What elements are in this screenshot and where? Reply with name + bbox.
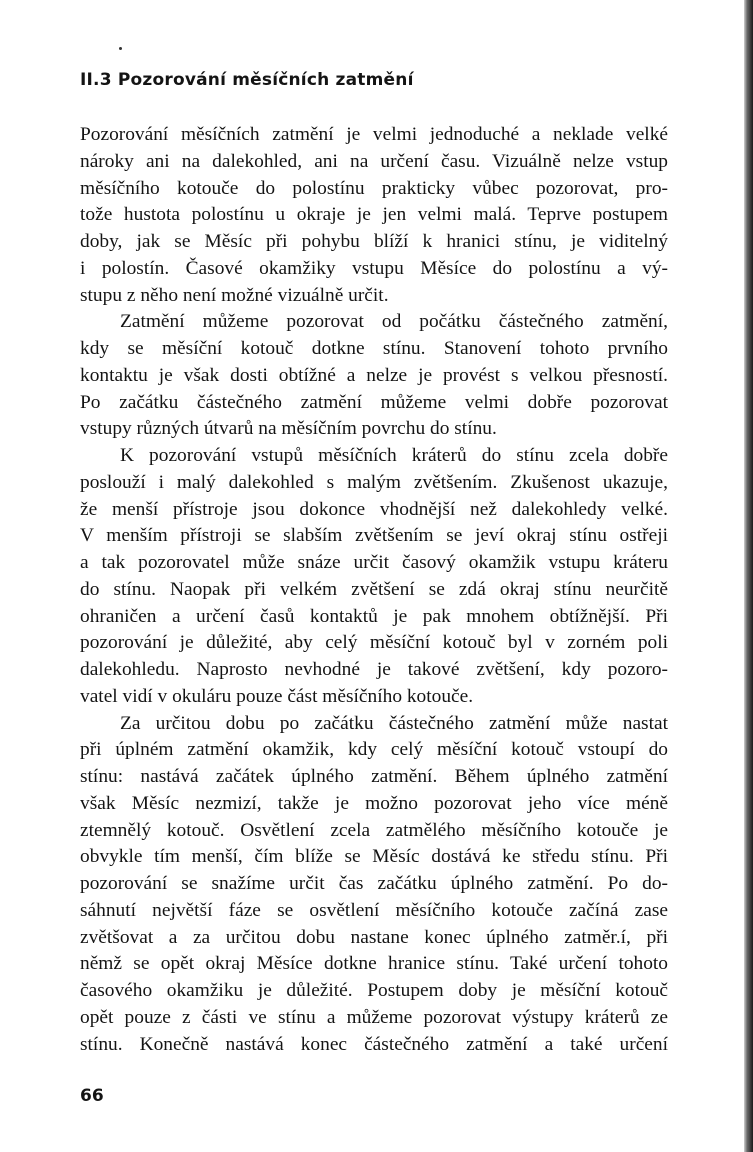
text-line: kontaktu je však dosti obtížné a nelze je provést s velkou přesností.	[80, 364, 668, 386]
text-line: pozorování je důležité, aby celý měsíční kotouč byl v zorném poli	[80, 632, 668, 654]
text-line: tože hustota polostínu u okraje je jen velmi malá. Teprve postupem	[80, 204, 668, 226]
text-line: pozorování se snažíme určit čas začátku úplného zatmění. Po do-	[80, 873, 668, 894]
text-line: nároky ani na dalekohled, ani na určení času. Vizuálně nelze vstup	[80, 150, 668, 172]
text-line: sáhnutí největší fáze se osvětlení měsíčního kotouče začíná zase	[80, 899, 668, 921]
text-line: Zatmění můžeme pozorovat od počátku částečného zatmění,	[120, 311, 668, 333]
text-line: dalekohledu. Naprosto nevhodné je takové zvětšení, kdy pozoro-	[80, 659, 668, 680]
text-line: že menší přístroje jsou dokonce vhodnější než dalekohledy velké.	[80, 498, 668, 520]
page-edge-shadow	[744, 0, 753, 1152]
text-line: stínu: nastává začátek úplného zatmění. Během úplného zatmění	[80, 766, 668, 787]
text-line: měsíčního kotouče do polostínu prakticky vůbec pozorovat, pro-	[80, 177, 668, 199]
text-line: Po začátku částečného zatmění můžeme velmi dobře pozorovat	[80, 391, 668, 413]
text-line: Za určitou dobu po začátku částečného zatmění může nastat	[120, 712, 668, 734]
text-line: ztemnělý kotouč. Osvětlení zcela zatmělého měsíčního kotouče je	[80, 819, 668, 841]
text-line: vatel vidí v okuláru pouze část měsíčního kotouče.	[80, 685, 474, 707]
text-line: opět pouze z části ve stínu a můžeme pozorovat výstupy kráterů ze	[80, 1006, 668, 1028]
text-line: zvětšovat a za určitou dobu nastane konec úplného zatměr.í, při	[80, 926, 668, 948]
print-speck	[119, 47, 122, 50]
section-heading: II.3 Pozorování měsíčních zatmění	[80, 70, 414, 90]
text-line: i polostín. Časové okamžiky vstupu Měsíce do polostínu a vý-	[80, 257, 668, 279]
text-line: doby, jak se Měsíc při pohybu blíží k hranici stínu, je viditelný	[80, 231, 668, 252]
text-line: Pozorování měsíčních zatmění je velmi jednoduché a neklade velké	[80, 124, 668, 145]
page-number: 66	[80, 1086, 104, 1106]
text-line: a tak pozorovatel může snáze určit časový okamžik vstupu kráteru	[80, 552, 668, 573]
text-line: obvykle tím menší, čím blíže se Měsíc dostává ke středu stínu. Při	[80, 846, 668, 868]
text-line: K pozorování vstupů měsíčních kráterů do stínu zcela dobře	[120, 445, 668, 466]
text-line: V menším přístroji se slabším zvětšením se jeví okraj stínu ostřeji	[80, 525, 668, 547]
text-line: ohraničen a určení časů kontaktů je pak mnohem obtížnější. Při	[80, 605, 668, 627]
body-text	[80, 122, 668, 1058]
text-line: stupu z něho není možné vizuálně určit.	[80, 284, 389, 306]
text-line: však Měsíc nezmizí, takže je možno pozorovat jeho více méně	[80, 792, 668, 814]
text-line: stínu. Konečně nastává konec částečného zatmění a také určení	[80, 1033, 668, 1055]
text-line: časového okamžiku je důležité. Postupem doby je měsíční kotouč	[80, 980, 668, 1001]
text-line: kdy se měsíční kotouč dotkne stínu. Stanovení tohoto prvního	[80, 338, 668, 359]
text-line: při úplném zatmění okamžik, kdy celý měsíční kotouč vstoupí do	[80, 739, 668, 761]
text-line: vstupy různých útvarů na měsíčním povrchu do stínu.	[80, 418, 497, 440]
text-line: němž se opět okraj Měsíce dotkne hranice stínu. Také určení tohoto	[80, 953, 668, 975]
text-line: poslouží i malý dalekohled s malým zvětšením. Zkušenost ukazuje,	[80, 471, 668, 493]
text-line: do stínu. Naopak při velkém zvětšení se zdá okraj stínu neurčitě	[80, 578, 668, 600]
